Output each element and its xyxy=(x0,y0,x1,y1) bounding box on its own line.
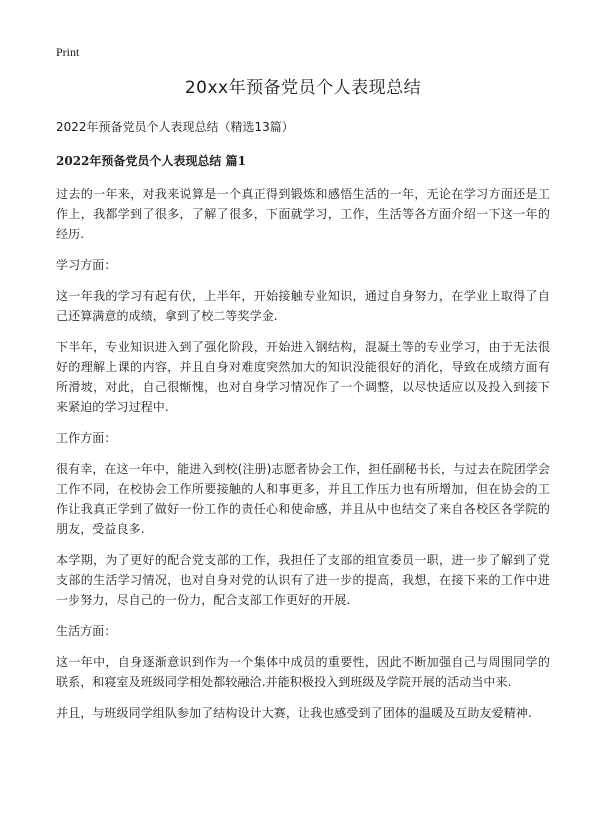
paragraph-life-competition: 并且，与班级同学组队参加了结构设计大赛，让我也感受到了团体的温暖及互助友爱精神. xyxy=(56,706,532,720)
section-heading: 2022年预备党员个人表现总结 篇1 xyxy=(56,154,246,168)
print-label[interactable]: Print xyxy=(56,45,80,59)
paragraph-study-heading: 学习方面： xyxy=(56,258,117,272)
paragraph-work-association: 很有幸，在这一年中，能进入到校(注册)志愿者协会工作，担任副秘书长，与过去在院团学会工作不同，在校协会工作所要接触的人和事更多，并且工作压力也有所增加，但在协会的工作让我真正学到了做好一份工作的责任心和使命感，并且从中也结交了来自各校区各学院的朋友，受益良多. xyxy=(56,462,550,536)
paragraph-work-party-branch: 本学期，为了更好的配合党支部的工作，我担任了支部的组宣委员一职，进一步了解到了党支部的生活学习情况，也对自身对党的认识有了进一步的提高，我想，在接下来的工作中进一步努力，尽自己的一份力，配合支部工作更好的开展. xyxy=(56,553,550,607)
document-subtitle: 2022年预备党员个人表现总结（精选13篇） xyxy=(56,120,294,134)
paragraph-intro: 过去的一年来，对我来说算是一个真正得到锻炼和感悟生活的一年，无论在学习方面还是工作上，我都学到了很多，了解了很多，下面就学习，工作，生活等各方面介绍一下这一年的经历. xyxy=(56,187,550,241)
document-title: 20xx年预备党员个人表现总结 xyxy=(184,78,422,98)
paragraph-work-heading: 工作方面： xyxy=(56,431,117,445)
paragraph-study-second-half: 下半年，专业知识进入到了强化阶段，开始进入钢结构，混凝土等的专业学习，由于无法很好的理解上课的内容，并且自身对难度突然加大的知识没能很好的消化，导致在成绩方面有所滑坡，对此，自己很惭愧，也对自身学习情况作了一个调整，以尽快适应以及投入到接下来紧迫的学习过程中. xyxy=(56,340,550,414)
paragraph-life-heading: 生活方面： xyxy=(56,624,117,638)
paragraph-study-first-half: 这一年我的学习有起有伏，上半年，开始接触专业知识，通过自身努力，在学业上取得了自己还算满意的成绩，拿到了校二等奖学金. xyxy=(56,289,550,323)
paragraph-life-collective: 这一年中，自身逐渐意识到作为一个集体中成员的重要性，因此不断加强自己与周围同学的联系，和寝室及班级同学相处都较融洽.并能积极投入到班级及学院开展的活动当中来. xyxy=(56,655,550,689)
